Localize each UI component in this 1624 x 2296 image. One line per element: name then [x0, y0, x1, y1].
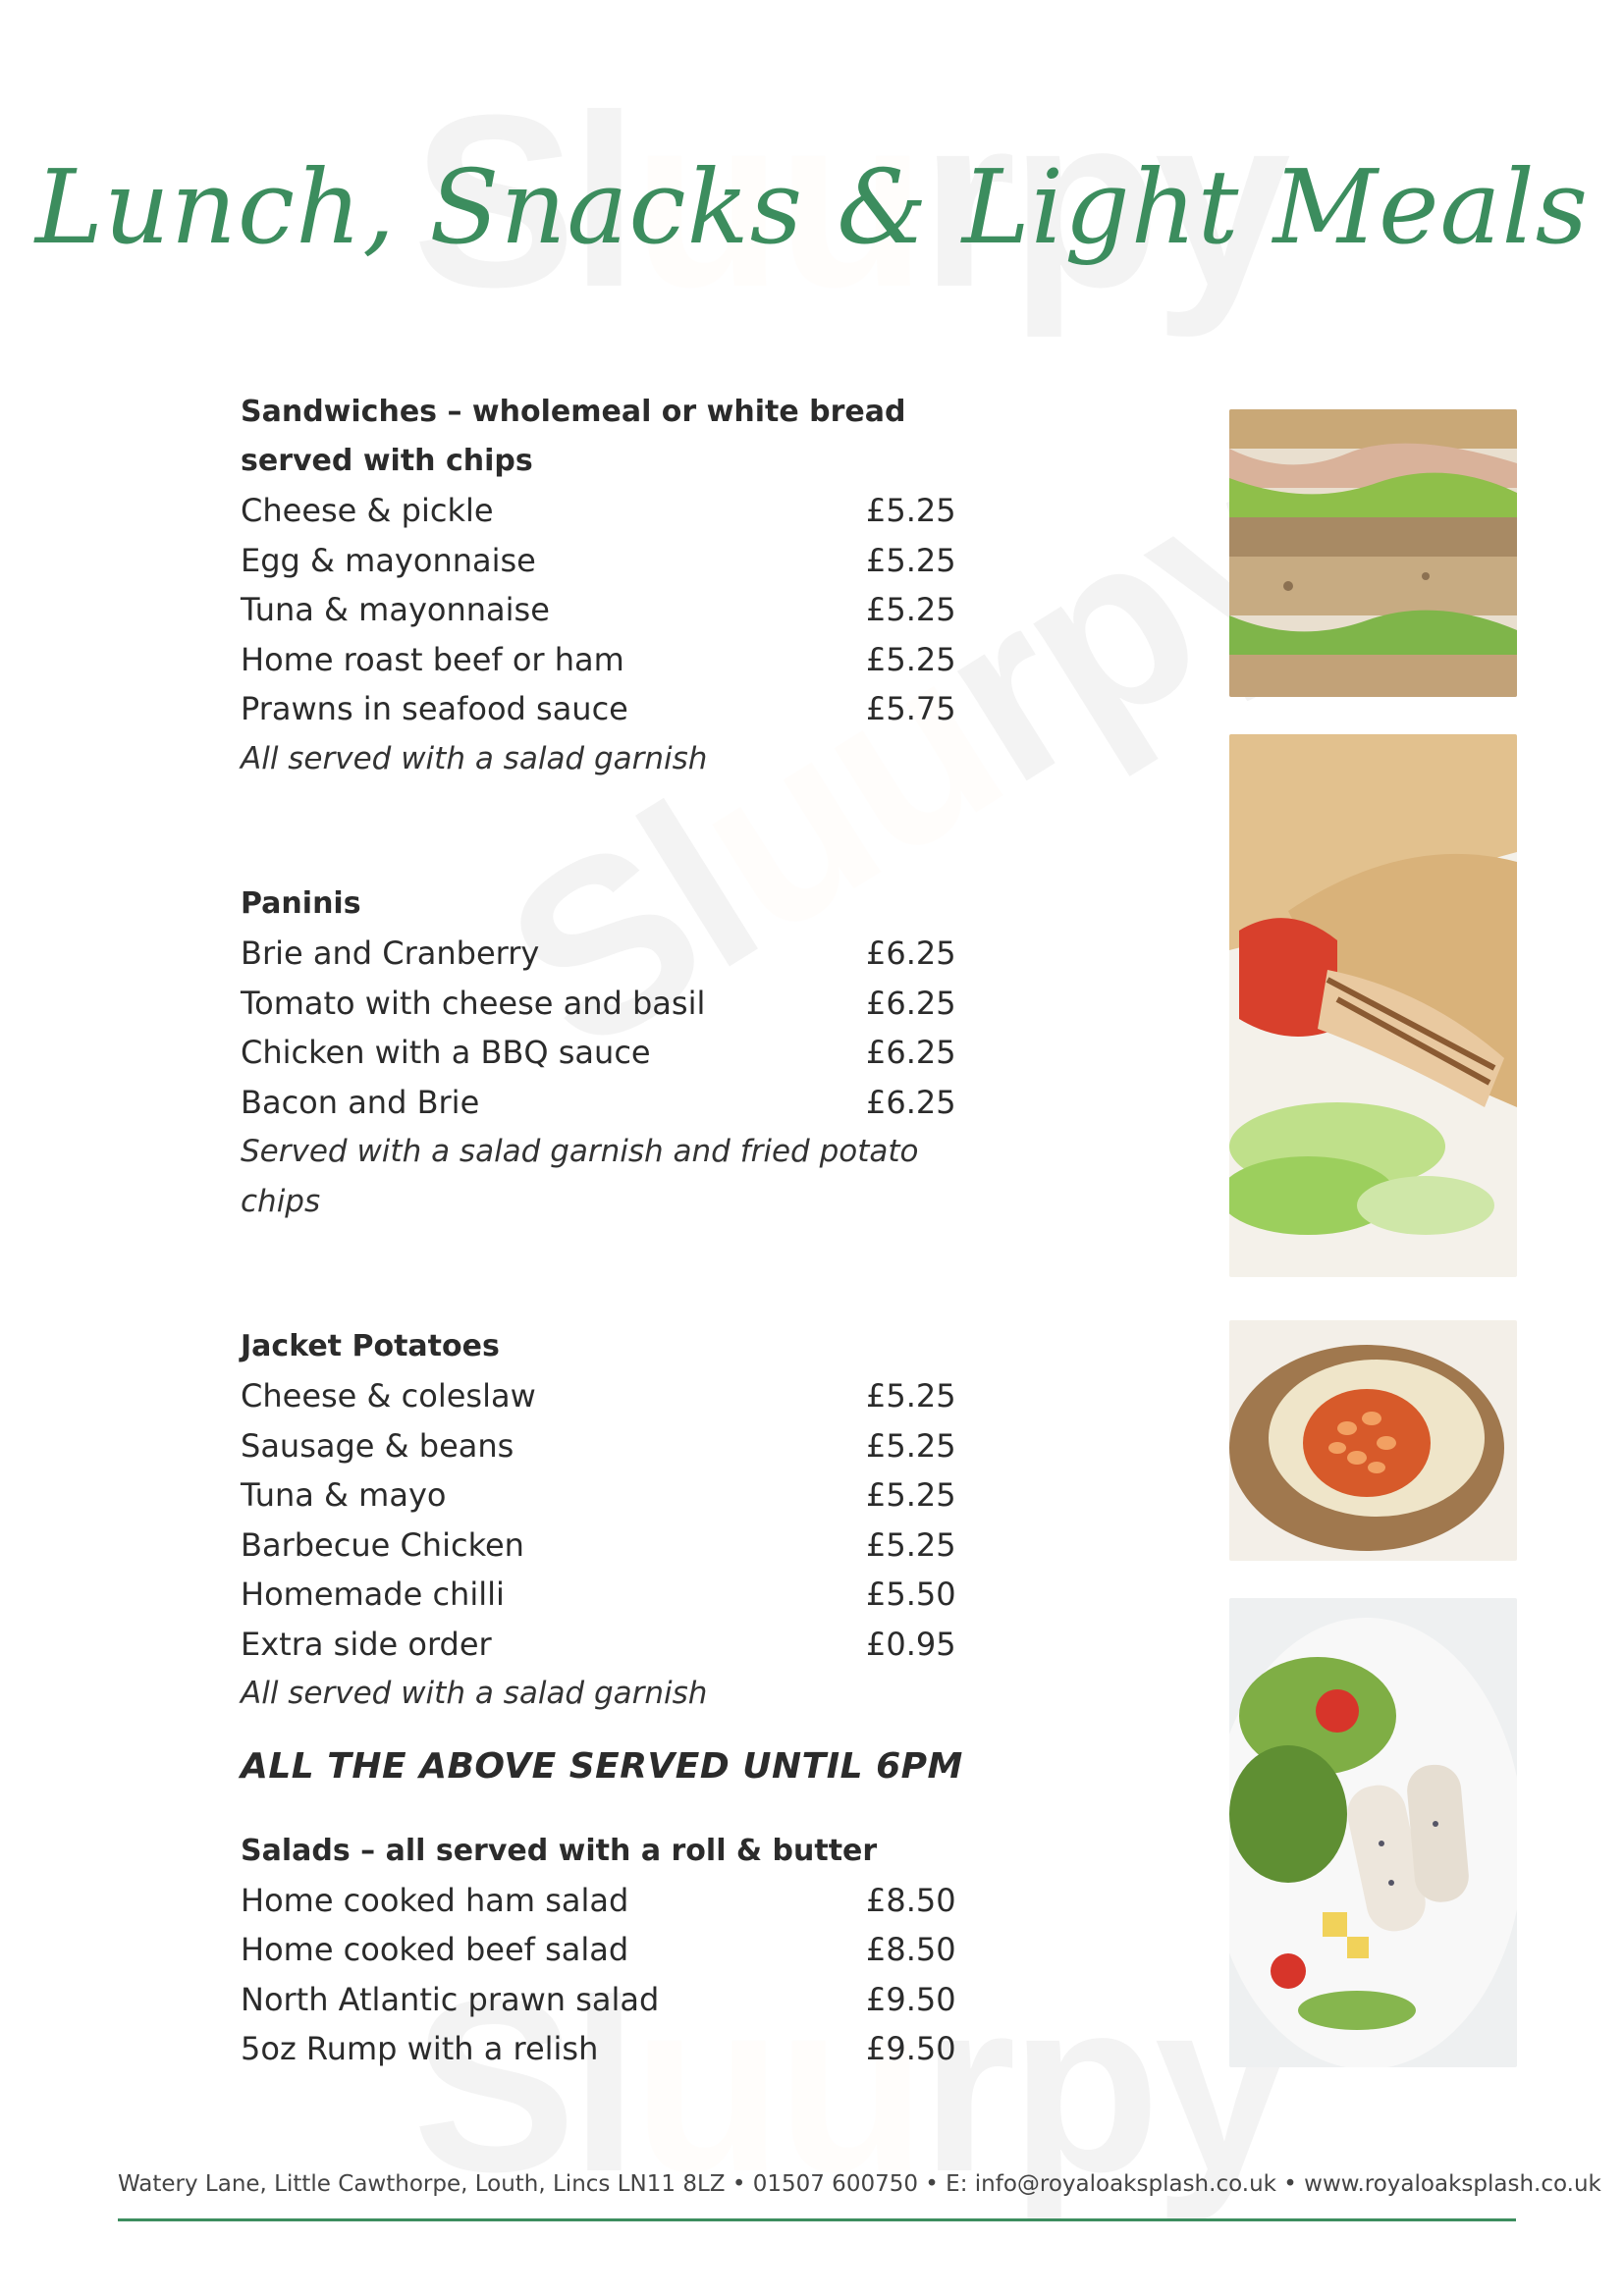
item-price: £5.25: [866, 1377, 956, 1415]
item-name: Tuna & mayo: [241, 1476, 447, 1514]
section-note: Served with a salad garnish and fried potato chips: [241, 1134, 919, 1219]
menu-item: [241, 684, 987, 734]
menu-item: [241, 1925, 987, 1975]
item-price: £5.25: [866, 591, 956, 628]
item-price: £5.25: [866, 1525, 956, 1564]
menu-item: [241, 979, 987, 1029]
page-title: Lunch, Snacks & Light Meals: [34, 147, 1590, 267]
item-price: £5.75: [866, 690, 956, 727]
item-price: £5.25: [866, 640, 956, 678]
menu-item: [241, 1521, 987, 1571]
item-name: Cheese & coleslaw: [241, 1377, 536, 1415]
item-price: £8.50: [866, 1931, 956, 1968]
menu-item: [241, 929, 987, 979]
item-price: £6.25: [866, 1083, 956, 1121]
menu-item: [241, 1078, 987, 1128]
menu-item: [241, 1975, 987, 2025]
section-heading: Paninis: [241, 886, 361, 921]
item-name: Tuna & mayonnaise: [241, 591, 550, 628]
item-name: Homemade chilli: [241, 1575, 505, 1613]
section-heading: Salads – all served with a roll & butter: [241, 1833, 878, 1868]
item-name: Chicken with a BBQ sauce: [241, 1034, 651, 1071]
item-name: Home cooked beef salad: [241, 1931, 629, 1968]
item-name: Bacon and Brie: [241, 1083, 480, 1121]
section-heading: Sandwiches – wholemeal or white bread served with chips: [241, 395, 906, 478]
menu-item: [241, 1421, 987, 1471]
menu-item: [241, 1371, 987, 1421]
menu-item: [241, 1570, 987, 1620]
menu-item: [241, 635, 987, 685]
item-name: Tomato with cheese and basil: [241, 984, 706, 1022]
menu-item: [241, 2024, 987, 2074]
item-price: £6.25: [866, 1034, 956, 1071]
item-name: Barbecue Chicken: [241, 1525, 524, 1564]
item-name: Sausage & beans: [241, 1426, 514, 1465]
contact-footer: Watery Lane, Little Cawthorpe, Louth, Lincs LN11 8LZ • 01507 600750 • E: info@royaloaksplash.co.uk • www.royaloaksplash.co.uk: [118, 2171, 1601, 2197]
panini-photo: [1229, 734, 1517, 1277]
jacket-potato-photo: [1229, 1320, 1517, 1561]
item-name: Cheese & pickle: [241, 492, 494, 529]
menu-item: [241, 1876, 987, 1926]
sandwich-photo: [1229, 409, 1517, 697]
item-price: £5.25: [866, 492, 956, 529]
menu-item: [241, 585, 987, 635]
item-name: Brie and Cranberry: [241, 934, 540, 972]
footer-rule: [118, 2218, 1516, 2221]
item-name: Extra side order: [241, 1625, 492, 1663]
item-name: 5oz Rump with a relish: [241, 2030, 599, 2067]
chicken-salad-photo: [1229, 1598, 1517, 2067]
section-heading: Jacket Potatoes: [241, 1329, 500, 1363]
item-name: Egg & mayonnaise: [241, 541, 536, 579]
serving-times-banner: ALL THE ABOVE SERVED UNTIL 6PM: [241, 1745, 963, 1787]
item-price: £5.25: [866, 1476, 956, 1514]
menu-content: [241, 388, 987, 2074]
sandwiches-section: [241, 388, 987, 783]
item-price: £9.50: [866, 2030, 956, 2067]
menu-item: [241, 1620, 987, 1670]
salads-section: [241, 1827, 987, 2074]
item-price: £6.25: [866, 984, 956, 1022]
item-name: Home cooked ham salad: [241, 1881, 629, 1919]
paninis-section: [241, 880, 987, 1226]
item-price: £5.50: [866, 1575, 956, 1613]
menu-item: [241, 1470, 987, 1521]
item-name: North Atlantic prawn salad: [241, 1980, 660, 2018]
item-name: Prawns in seafood sauce: [241, 690, 628, 727]
item-name: Home roast beef or ham: [241, 640, 624, 678]
item-price: £5.25: [866, 541, 956, 579]
menu-item: [241, 536, 987, 586]
section-note: All served with a salad garnish: [241, 1676, 708, 1711]
item-price: £6.25: [866, 934, 956, 972]
item-price: £9.50: [866, 1980, 956, 2018]
menu-item: [241, 486, 987, 536]
item-price: £0.95: [866, 1625, 956, 1663]
item-price: £8.50: [866, 1881, 956, 1919]
jacket-potatoes-section: [241, 1322, 987, 1719]
section-note: All served with a salad garnish: [241, 740, 708, 776]
menu-item: [241, 1028, 987, 1078]
item-price: £5.25: [866, 1426, 956, 1465]
